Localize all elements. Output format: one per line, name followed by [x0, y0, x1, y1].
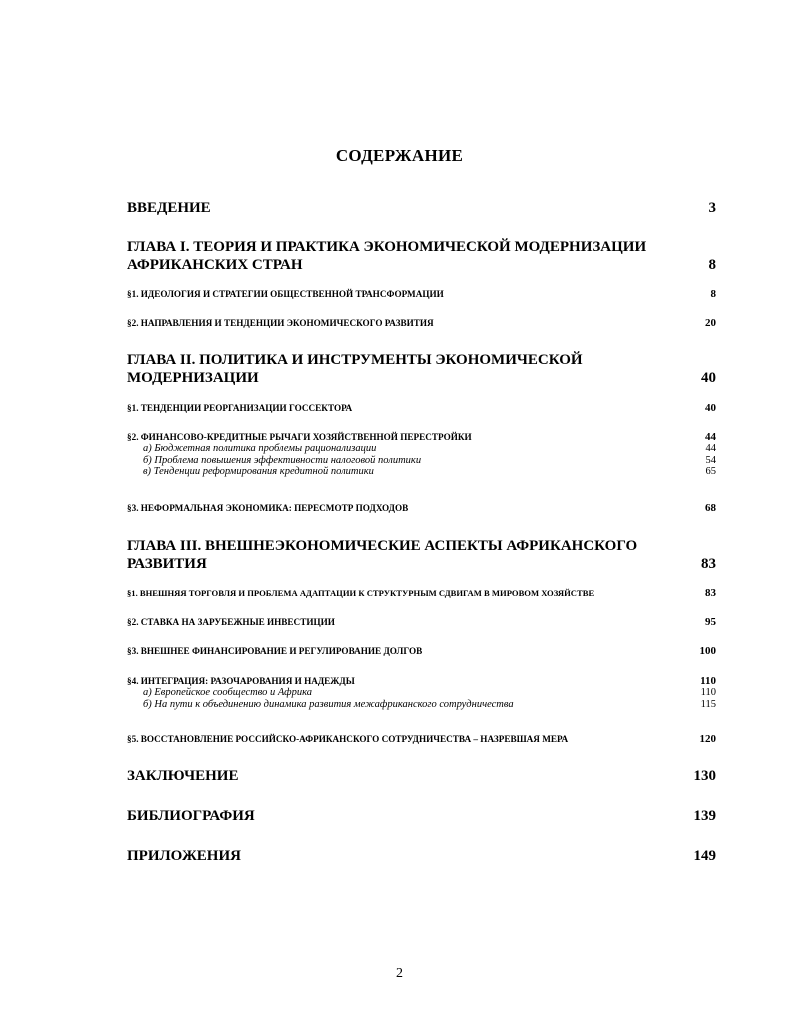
- page-number: 2: [396, 966, 403, 981]
- toc-entry-ch1-sec1: [127, 288, 716, 300]
- entry-page: 8: [708, 257, 716, 273]
- toc-entry-ch2-sec2: [127, 431, 716, 478]
- entry-page: 40: [705, 402, 716, 414]
- entry-page: 40: [701, 370, 716, 386]
- entry-title-line1: ГЛАВА II. ПОЛИТИКА И ИНСТРУМЕНТЫ ЭКОНОМИЧЕСКОЙ: [127, 352, 583, 368]
- toc-entry-ch3-sec1: [127, 587, 716, 599]
- toc-subentry: [127, 443, 716, 455]
- entry-title-line1: ГЛАВА I. ТЕОРИЯ И ПРАКТИКА ЭКОНОМИЧЕСКОЙ МОДЕРНИЗАЦИИ: [127, 239, 647, 255]
- entry-title: §5. ВОССТАНОВЛЕНИЕ РОССИЙСКО-АФРИКАНСКОГО СОТРУДНИЧЕСТВА – НАЗРЕВШАЯ МЕРА: [127, 734, 569, 744]
- toc-entry-bibliography: [127, 807, 716, 825]
- entry-title: ЗАКЛЮЧЕНИЕ: [127, 768, 239, 784]
- toc-entry-chapter-1: [127, 238, 716, 274]
- subentry-title: а) Европейское сообщество и Африка: [143, 687, 312, 698]
- entry-page: 3: [708, 200, 716, 216]
- entry-title: §1. ИДЕОЛОГИЯ И СТРАТЕГИИ ОБЩЕСТВЕННОЙ ТРАНСФОРМАЦИИ: [127, 289, 444, 299]
- entry-title: §4. ИНТЕГРАЦИЯ: РАЗОЧАРОВАНИЯ И НАДЕЖДЫ: [127, 676, 355, 686]
- entry-page: 100: [699, 645, 716, 657]
- entry-page: 44: [705, 431, 716, 443]
- subentry-title: а) Бюджетная политика проблемы рационализации: [143, 443, 377, 454]
- subentry-page: 115: [700, 698, 716, 710]
- entry-page: 68: [705, 502, 716, 514]
- entry-page: 20: [705, 317, 716, 329]
- toc-subentry: [127, 687, 716, 699]
- entry-title: §3. НЕФОРМАЛЬНАЯ ЭКОНОМИКА: ПЕРЕСМОТР ПОДХОДОВ: [127, 503, 409, 513]
- toc-entry-conclusion: [127, 767, 716, 785]
- entry-title-line2: РАЗВИТИЯ: [127, 556, 207, 572]
- toc-subentry: [127, 455, 716, 467]
- subentry-title: б) Проблема повышения эффективности налоговой политики: [143, 454, 422, 466]
- toc-entry-chapter-2: [127, 351, 716, 387]
- entry-page: 139: [693, 808, 716, 824]
- toc-entry-ch3-sec5: [127, 733, 716, 745]
- toc-entry-ch2-sec1: [127, 402, 716, 414]
- entry-title-line2: МОДЕРНИЗАЦИИ: [127, 370, 259, 386]
- entry-title: §1. ВНЕШНЯЯ ТОРГОВЛЯ И ПРОБЛЕМА АДАПТАЦИИ К СТРУКТУРНЫМ СДВИГАМ В МИРОВОМ ХОЗЯЙСТВЕ: [127, 588, 595, 598]
- toc-entry-ch3-sec2: [127, 616, 716, 628]
- toc-subentry: [127, 466, 716, 478]
- toc-subentry: [127, 699, 716, 711]
- entry-page: 120: [699, 733, 716, 745]
- entry-title: ВВЕДЕНИЕ: [127, 200, 211, 216]
- toc-entry-ch1-sec2: [127, 317, 716, 329]
- entry-title: §1. ТЕНДЕНЦИИ РЕОРГАНИЗАЦИИ ГОССЕКТОРА: [127, 403, 353, 413]
- subentry-page: 110: [700, 687, 716, 698]
- toc-title: СОДЕРЖАНИЕ: [335, 146, 464, 165]
- toc-entry-chapter-3: [127, 537, 716, 573]
- entry-page: 95: [705, 616, 716, 628]
- entry-page: 110: [700, 675, 716, 687]
- toc-entry-ch2-sec3: [127, 502, 716, 514]
- entry-page: 149: [693, 848, 716, 864]
- subentry-page: 65: [705, 466, 716, 477]
- entry-title: БИБЛИОГРАФИЯ: [127, 808, 255, 824]
- entry-page: 83: [701, 556, 716, 572]
- toc-entry-ch3-sec3: [127, 645, 716, 657]
- subentry-title: в) Тенденции реформирования кредитной политики: [143, 466, 374, 477]
- toc-entry-introduction: [127, 199, 716, 217]
- entry-title: §2. СТАВКА НА ЗАРУБЕЖНЫЕ ИНВЕСТИЦИИ: [127, 617, 335, 627]
- entry-title: §2. ФИНАНСОВО-КРЕДИТНЫЕ РЫЧАГИ ХОЗЯЙСТВЕННОЙ ПЕРЕСТРОЙКИ: [127, 432, 472, 442]
- entry-title-line2: АФРИКАНСКИХ СТРАН: [127, 257, 303, 273]
- entry-title-line1: ГЛАВА III. ВНЕШНЕЭКОНОМИЧЕСКИЕ АСПЕКТЫ АФРИКАНСКОГО: [127, 538, 638, 554]
- entry-title: §2. НАПРАВЛЕНИЯ И ТЕНДЕНЦИИ ЭКОНОМИЧЕСКОГО РАЗВИТИЯ: [127, 318, 434, 328]
- entry-title: §3. ВНЕШНЕЕ ФИНАНСИРОВАНИЕ И РЕГУЛИРОВАНИЕ ДОЛГОВ: [127, 646, 423, 656]
- subentry-title: б) На пути к объединению динамика развития межафриканского сотрудничества: [143, 698, 514, 710]
- toc-entry-ch3-sec4: [127, 675, 716, 710]
- subentry-page: 44: [705, 443, 716, 454]
- entry-page: 8: [710, 288, 716, 300]
- subentry-page: 54: [705, 454, 716, 466]
- entry-title: ПРИЛОЖЕНИЯ: [127, 848, 241, 864]
- entry-page: 130: [693, 768, 716, 784]
- entry-page: 83: [705, 587, 716, 599]
- toc-entry-appendices: [127, 847, 716, 865]
